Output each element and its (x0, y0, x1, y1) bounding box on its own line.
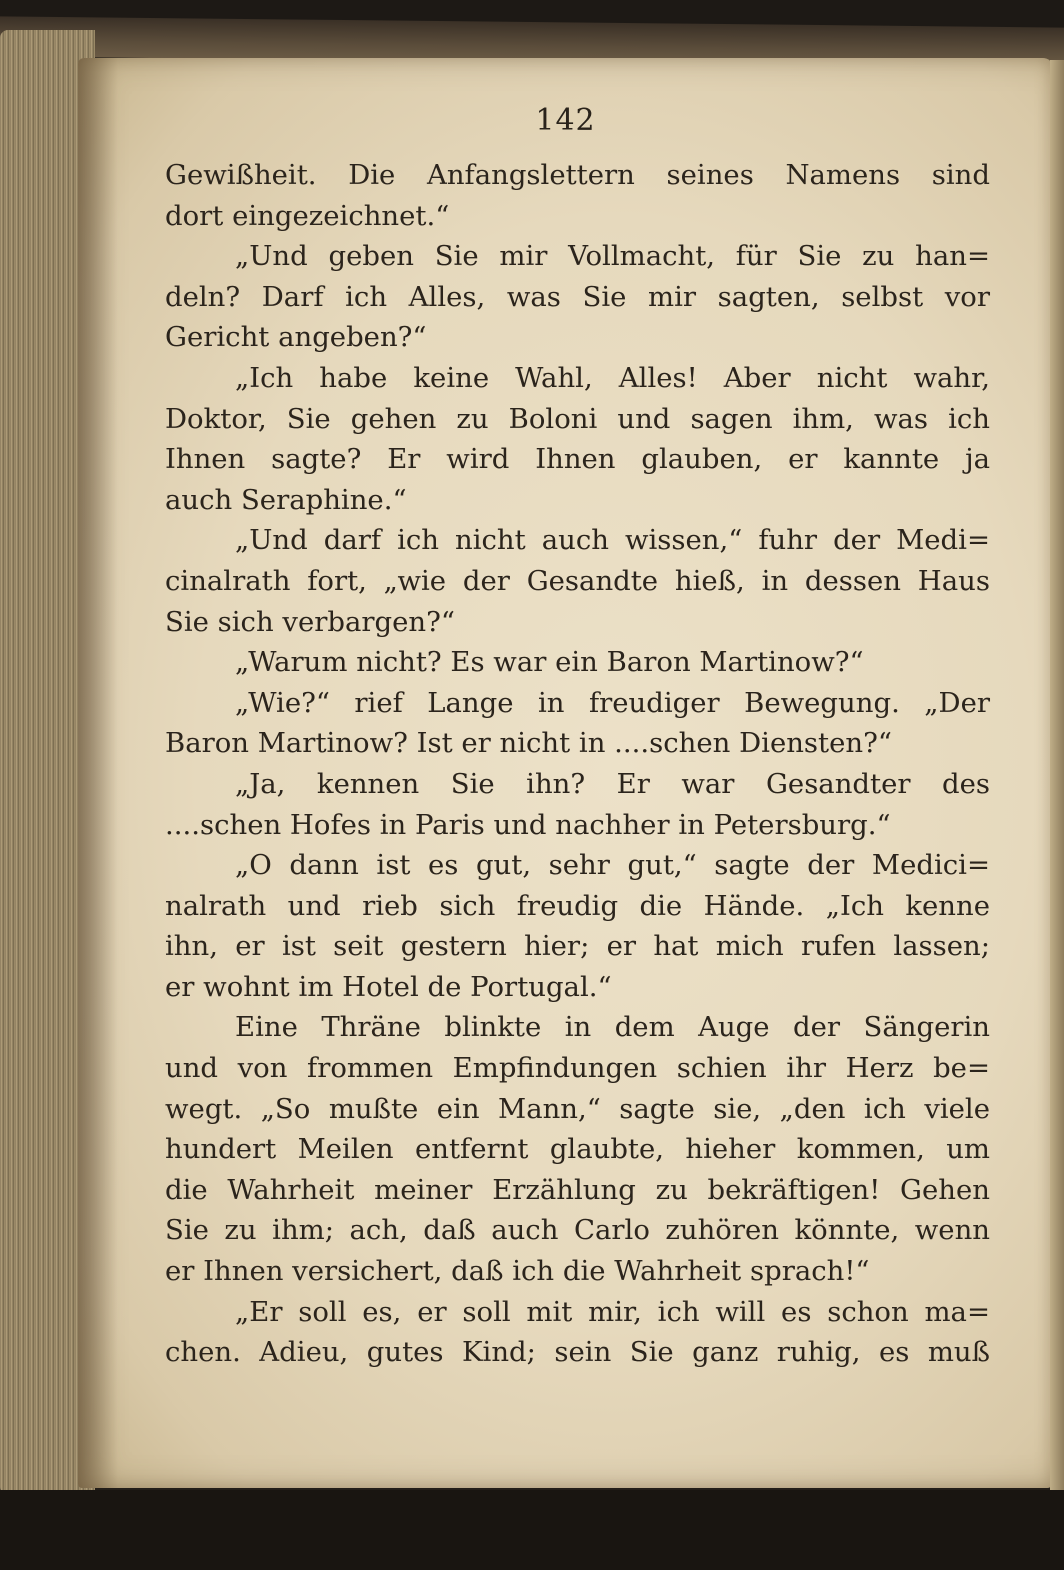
text-line: Sie sich verbargen?“ (165, 605, 455, 638)
text-line: Ihnen sagte? Er wird Ihnen glauben, er kannte ja (165, 443, 990, 476)
text-line: Baron Martinow? Ist er nicht in ....schen Diensten?“ (165, 727, 892, 760)
text-line: „Ich habe keine Wahl, Alles! Aber nicht wahr, (235, 361, 990, 394)
text-line: und von frommen Empfindungen schien ihr Herz be= (165, 1052, 990, 1085)
text-line: Gewißheit. Die Anfangslettern seines Namens sind (165, 159, 990, 191)
text-line: cinalrath fort, „wie der Gesandte hieß, in dessen Haus (165, 564, 990, 597)
text-line: Eine Thräne blinkte in dem Auge der Sängerin (235, 1011, 990, 1044)
text-line: „Er soll es, er soll mit mir, ich will es schon ma= (235, 1295, 990, 1328)
text-line: er wohnt im Hotel de Portugal.“ (165, 970, 612, 1003)
text-line: „Ja, kennen Sie ihn? Er war Gesandter des (235, 767, 990, 800)
text-line: „O dann ist es gut, sehr gut,“ sagte der Medici= (235, 849, 990, 882)
text-line: deln? Darf ich Alles, was Sie mir sagten, selbst vor (165, 280, 990, 313)
text-line: „Und geben Sie mir Vollmacht, für Sie zu han= (235, 240, 990, 273)
text-line: „Warum nicht? Es war ein Baron Martinow?“ (235, 646, 864, 679)
text-line: Gericht angeben?“ (165, 321, 427, 354)
text-line: „Und darf ich nicht auch wissen,“ fuhr der Medi= (235, 524, 990, 557)
page-number: 142 (535, 103, 596, 138)
text-line: auch Seraphine.“ (165, 483, 407, 516)
text-line: hundert Meilen entfernt glaubte, hieher kommen, um (165, 1133, 990, 1166)
text-line: ihn, er ist seit gestern hier; er hat mich rufen lassen; (165, 930, 990, 963)
text-line: Doktor, Sie gehen zu Boloni und sagen ihm, was ich (165, 402, 990, 435)
page-right-edge (1050, 60, 1064, 1490)
text-line: nalrath und rieb sich freudig die Hände. „Ich kenne (165, 889, 990, 922)
bottom-background (0, 1490, 1064, 1570)
text-line: dort eingezeichnet.“ (165, 199, 450, 232)
page-gutter-shadow (78, 58, 118, 1488)
text-line: chen. Adieu, gutes Kind; sein Sie ganz ruhig, es muß (165, 1336, 990, 1369)
text-line: ....schen Hofes in Paris und nachher in Petersburg.“ (165, 808, 891, 841)
text-line: wegt. „So mußte ein Mann,“ sagte sie, „den ich viele (165, 1092, 990, 1125)
text-line: „Wie?“ rief Lange in freudiger Bewegung. „Der (235, 686, 990, 719)
text-line: Sie zu ihm; ach, daß auch Carlo zuhören könnte, wenn (165, 1214, 990, 1247)
page-text-block (165, 155, 990, 1373)
text-line: die Wahrheit meiner Erzählung zu bekräftigen! Gehen (165, 1173, 990, 1206)
text-line: er Ihnen versichert, daß ich die Wahrheit sprach!“ (165, 1255, 870, 1288)
